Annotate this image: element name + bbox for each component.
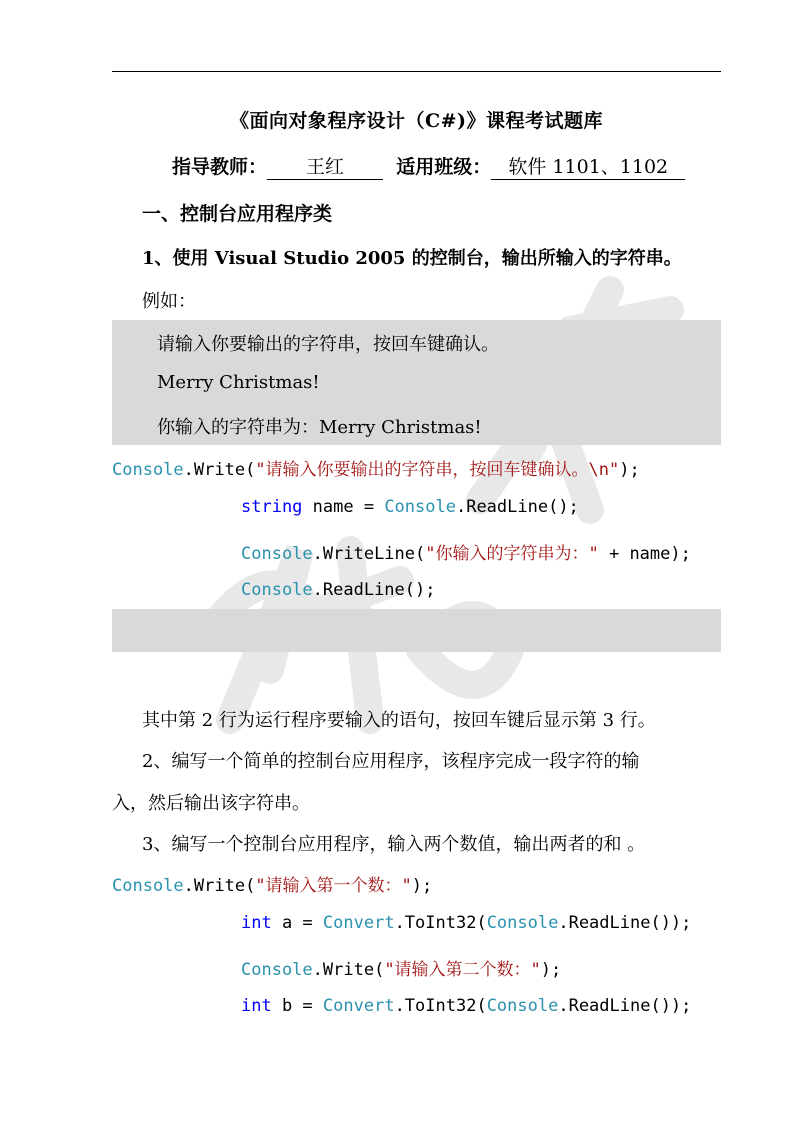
code-string: "请输入第一个数："	[255, 876, 412, 896]
code-text: .ReadLine();	[455, 497, 579, 517]
section-heading: 一、控制台应用程序类	[142, 203, 333, 225]
code-text: name =	[302, 497, 385, 517]
code-text: a =	[271, 913, 323, 933]
code-class: Console	[112, 460, 184, 480]
code-text: .ReadLine();	[312, 580, 436, 600]
code-string: "请输入你要输出的字符串，按回车键确认。\n"	[255, 460, 620, 480]
code2-line-2	[241, 913, 691, 933]
code1-line-1	[112, 455, 640, 480]
code-class: Console	[241, 580, 313, 600]
code-text: b =	[271, 996, 323, 1016]
example-line-3: 你输入的字符串为：Merry Christmas!	[157, 417, 482, 438]
question-2-line-1: 2、编写一个简单的控制台应用程序，该程序完成一段字符的输	[142, 751, 640, 772]
question-2-line-2: 入，然后输出该字符串。	[112, 793, 310, 814]
code-string: "你输入的字符串为："	[425, 544, 599, 564]
code-class: Console	[384, 497, 456, 517]
code-empty-shade	[112, 609, 721, 652]
question-3: 3、编写一个控制台应用程序，输入两个数值，输出两者的和 。	[142, 834, 646, 855]
code-text: .ToInt32(	[394, 913, 487, 933]
code1-line-3	[241, 539, 691, 564]
code-text: .Write(	[183, 876, 256, 896]
code-text: + name);	[598, 544, 691, 564]
code1-line-4	[241, 580, 435, 600]
code-text: .ReadLine());	[558, 996, 692, 1016]
teacher-label: 指导教师：	[172, 156, 268, 178]
code-keyword: int	[241, 996, 272, 1016]
class-label: 适用班级：	[396, 156, 492, 178]
code-class: Console	[241, 544, 313, 564]
code-class: Console	[112, 876, 184, 896]
exam-title: 《面向对象程序设计（C#)》课程考试题库	[229, 110, 604, 132]
teacher-line	[172, 152, 685, 180]
code-class: Console	[486, 996, 559, 1016]
code-text: .ToInt32(	[394, 996, 487, 1016]
code2-line-1	[112, 871, 432, 896]
code-text: .ReadLine());	[558, 913, 692, 933]
note-paragraph: 其中第 2 行为运行程序要输入的语句，按回车键后显示第 3 行。	[142, 710, 656, 731]
code1-line-2	[241, 497, 579, 517]
code2-line-3	[241, 955, 561, 980]
code-class: Console	[241, 960, 313, 980]
example-label: 例如：	[142, 291, 196, 312]
code2-line-4	[241, 996, 691, 1016]
example-line-1: 请输入你要输出的字符串，按回车键确认。	[157, 334, 499, 355]
code-string: "请输入第二个数："	[384, 960, 541, 980]
code-class: Convert	[322, 996, 395, 1016]
question-1: 1、使用 Visual Studio 2005 的控制台，输出所输入的字符串。	[142, 248, 682, 269]
code-keyword: string	[241, 497, 303, 517]
code-text: );	[619, 460, 640, 480]
code-text: );	[540, 960, 562, 980]
teacher-name: 王红	[267, 152, 383, 180]
header-rule	[112, 71, 721, 72]
code-class: Convert	[322, 913, 395, 933]
class-value: 软件 1101、1102	[491, 152, 685, 180]
code-text: .Write(	[183, 460, 256, 480]
code-text: );	[411, 876, 433, 896]
code-class: Console	[486, 913, 559, 933]
code-keyword: int	[241, 913, 272, 933]
code-text: .Write(	[312, 960, 385, 980]
code-text: .WriteLine(	[312, 544, 426, 564]
example-line-2: Merry Christmas!	[157, 372, 320, 393]
